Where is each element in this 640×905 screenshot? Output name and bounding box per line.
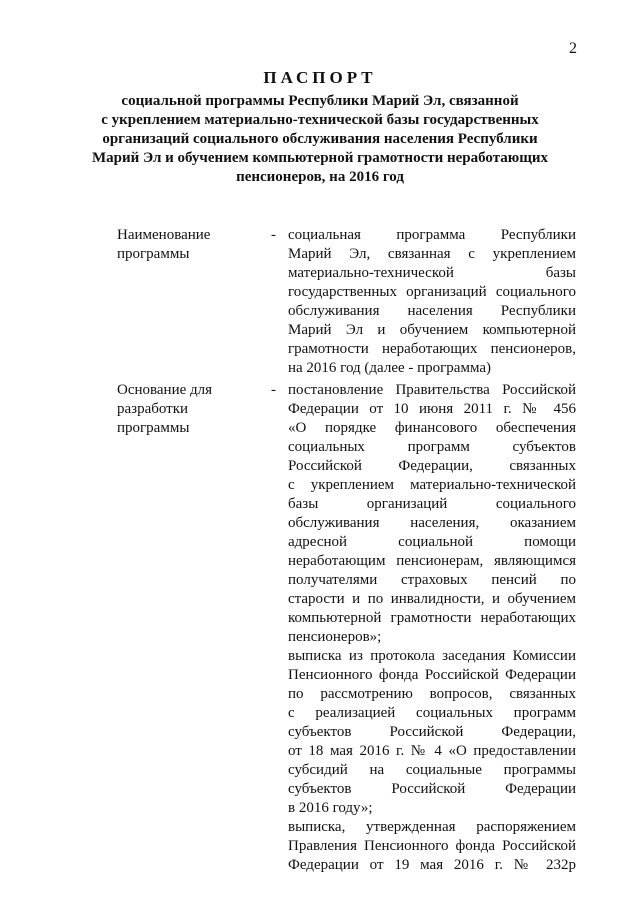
value-line: Федерации от 19 мая 2016 г. № 232р xyxy=(288,857,576,873)
value-line: с укреплением материально-технической xyxy=(288,477,576,493)
value-line: субсидий на социальные программы xyxy=(288,762,576,778)
subtitle-line: пенсионеров, на 2016 год xyxy=(236,169,404,185)
value-line: выписка, утвержденная распоряжением xyxy=(288,819,576,835)
row-dash: - xyxy=(271,227,276,243)
value-line: старости и по инвалидности, и обучением xyxy=(288,591,576,607)
value-line: социальных программ субъектов xyxy=(288,439,576,455)
value-line: пенсионеров»; xyxy=(288,629,382,645)
value-line: «О порядке финансового обеспечения xyxy=(288,420,576,436)
value-line: государственных организаций социального xyxy=(288,284,576,300)
value-line: Российской Федерации, связанных xyxy=(288,458,576,474)
row-label-basis xyxy=(117,381,212,438)
value-line: выписка из протокола заседания Комиссии xyxy=(288,648,576,664)
value-line: Марий Эл и обучением компьютерной xyxy=(288,322,576,338)
value-line: по рассмотрению вопросов, связанных xyxy=(288,686,576,702)
value-line: адресной социальной помощи xyxy=(288,534,576,550)
row-label-line: разработки xyxy=(117,401,189,417)
value-line: Правления Пенсионного фонда Российской xyxy=(288,838,576,854)
value-line: Пенсионного фонда Российской Федерации xyxy=(288,667,576,683)
document-subtitle xyxy=(0,92,640,187)
value-line: получателями страховых пенсий по xyxy=(288,572,576,588)
value-line: обслуживания населения Республики xyxy=(288,303,576,319)
value-line: компьютерной грамотности неработающих xyxy=(288,610,576,626)
value-line: субъектов Российской Федерации, xyxy=(288,724,576,740)
value-line: на 2016 год (далее - программа) xyxy=(288,360,491,376)
value-line: социальная программа Республики xyxy=(288,227,576,243)
value-line: Марий Эл, связанная с укреплением xyxy=(288,246,576,262)
value-line: базы организаций социального xyxy=(288,496,576,512)
value-line: от 18 мая 2016 г. № 4 «О предоставлении xyxy=(288,743,576,759)
subtitle-line: организаций социального обслуживания населения Республики xyxy=(102,131,538,147)
value-line: субъектов Российской Федерации xyxy=(288,781,576,797)
row-label-line: Наименование xyxy=(117,227,211,243)
value-line: неработающим пенсионерам, являющимся xyxy=(288,553,576,569)
value-line: в 2016 году»; xyxy=(288,800,373,816)
row-label-line: Основание для xyxy=(117,382,213,398)
row-value-program-name xyxy=(288,226,576,378)
subtitle-line: социальной программы Республики Марий Эл, связанной xyxy=(121,93,519,109)
row-label-line: программы xyxy=(117,246,190,262)
value-line: грамотности неработающих пенсионеров, xyxy=(288,341,576,357)
value-line: обслуживания населения, оказанием xyxy=(288,515,576,531)
document-title: ПАСПОРТ xyxy=(263,68,377,87)
value-line: Федерации от 10 июня 2011 г. № 456 xyxy=(288,401,576,417)
value-line: с реализацией социальных программ xyxy=(288,705,576,721)
row-dash: - xyxy=(271,382,276,398)
row-value-basis xyxy=(288,381,576,875)
subtitle-line: с укреплением материально-технической базы государственных xyxy=(101,112,539,128)
page-number: 2 xyxy=(569,40,577,57)
row-label-program-name xyxy=(117,226,210,264)
subtitle-line: Марий Эл и обучением компьютерной грамотности неработающих xyxy=(91,150,549,166)
value-line: материально-технической базы xyxy=(288,265,576,281)
value-line: постановление Правительства Российской xyxy=(288,382,576,398)
row-label-line: программы xyxy=(117,420,190,436)
